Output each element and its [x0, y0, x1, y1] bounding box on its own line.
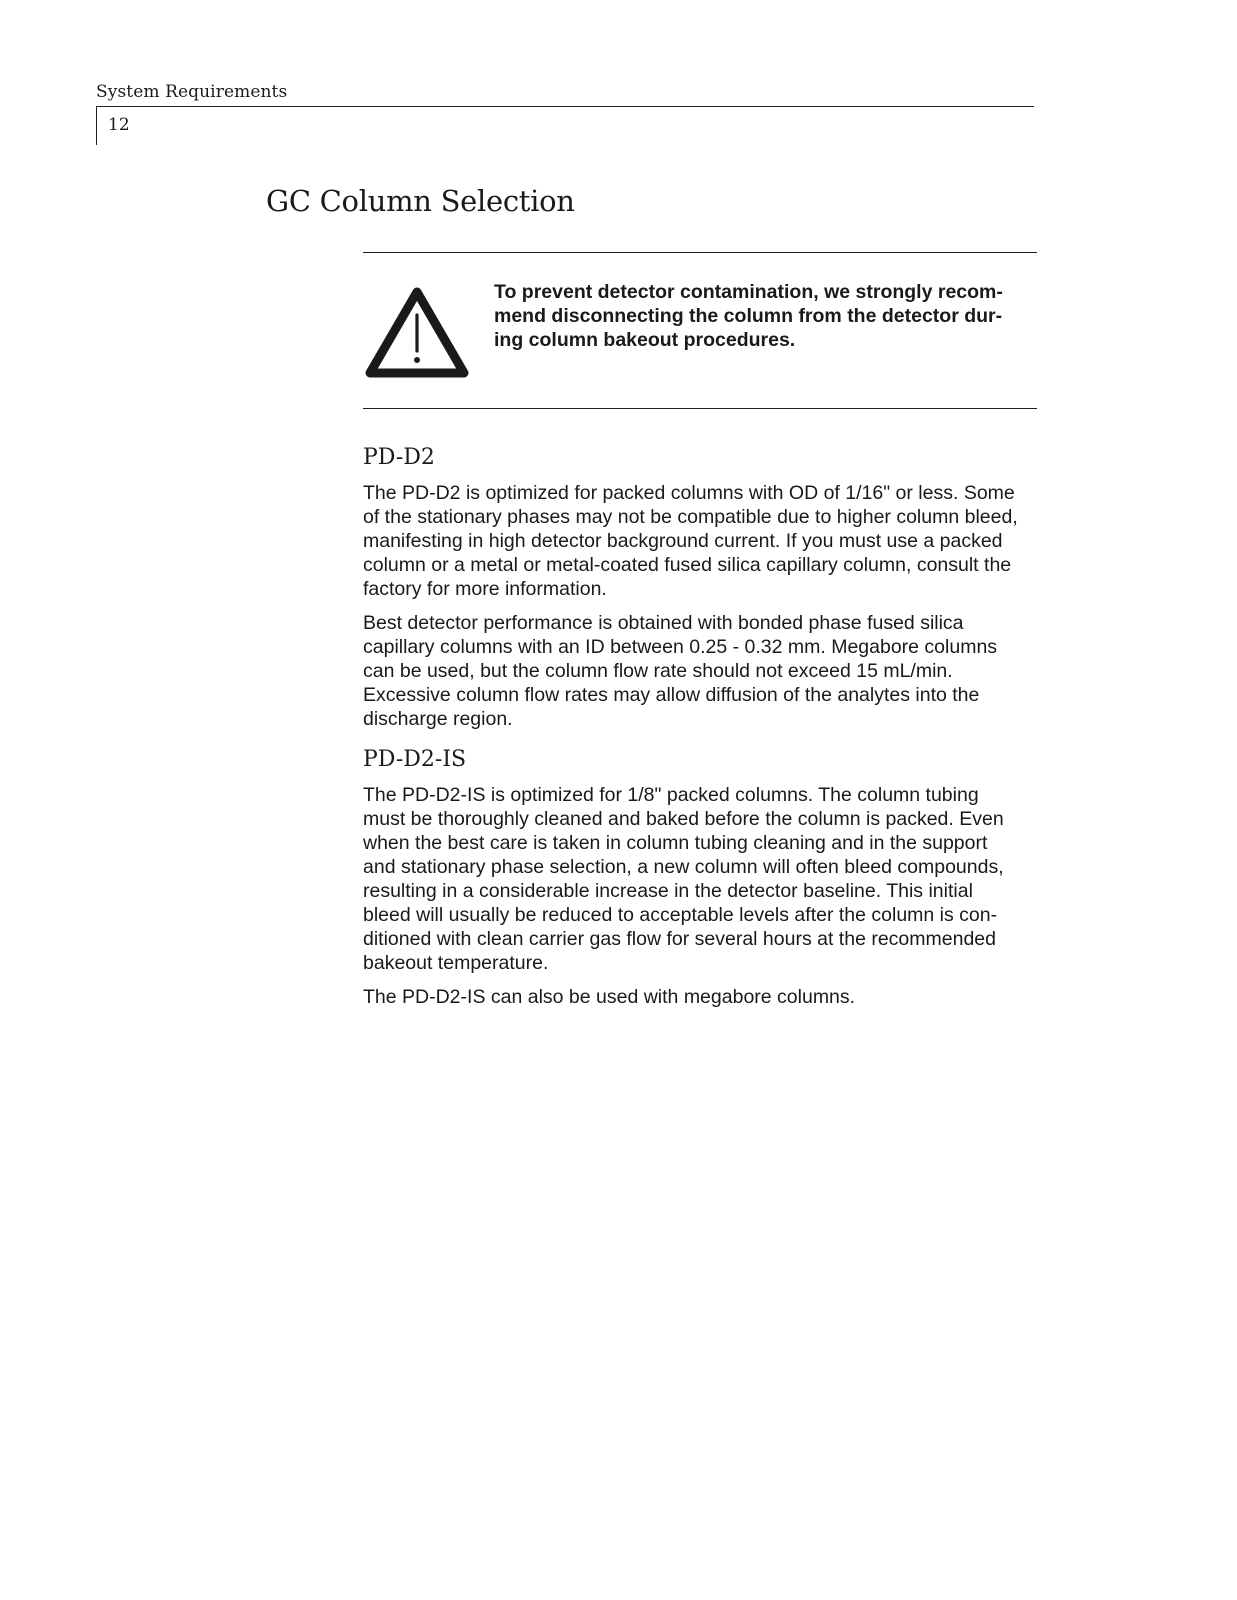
- running-header: [96, 78, 1034, 145]
- page-number: 12: [96, 107, 156, 145]
- paragraph: The PD-D2-IS is optimized for 1/8" packed columns. The column tubing must be thoroughly cleaned and baked before the column is packed. Even when the best care is taken in column tubing cleaning and in the support and stationary phase selection, a new column will often bleed compounds, resulting in a considerable increase in the detector baseline. This initial bleed will usually be reduced to acceptable levels after the column is con- ditioned with clean carrier gas flow for several hours at the recommended bakeout temperature.: [363, 784, 1004, 974]
- running-title: System Requirements: [96, 82, 288, 102]
- content: [363, 252, 1037, 1019]
- warning-triangle-icon: [363, 285, 471, 381]
- warning-callout: [363, 252, 1037, 409]
- subsection-heading-pd-d2-is: PD-D2-IS: [363, 747, 467, 772]
- subsection-heading-pd-d2: PD-D2: [363, 445, 435, 470]
- paragraph: The PD-D2 is optimized for packed columns with OD of 1/16" or less. Some of the stationary phases may not be compatible due to higher column bleed, manifesting in high detector background current. If you must use a packed column or a metal or metal-coated fused silica capillary column, consult the factory for more information.: [363, 482, 1018, 600]
- paragraph: The PD-D2-IS can also be used with megabore columns.: [363, 986, 856, 1008]
- warning-text: To prevent detector contamination, we strongly recom- mend disconnecting the column from the detector dur- ing column bakeout procedures.: [494, 281, 1003, 351]
- paragraph: Best detector performance is obtained with bonded phase fused silica capillary columns with an ID between 0.25 - 0.32 mm. Megabore columns can be used, but the column flow rate should not exceed 15 mL/min. Excessive column flow rates may allow diffusion of the analytes into the discharge region.: [363, 612, 998, 730]
- section-title: GC Column Selection: [266, 184, 575, 218]
- header-rule: [96, 106, 1034, 107]
